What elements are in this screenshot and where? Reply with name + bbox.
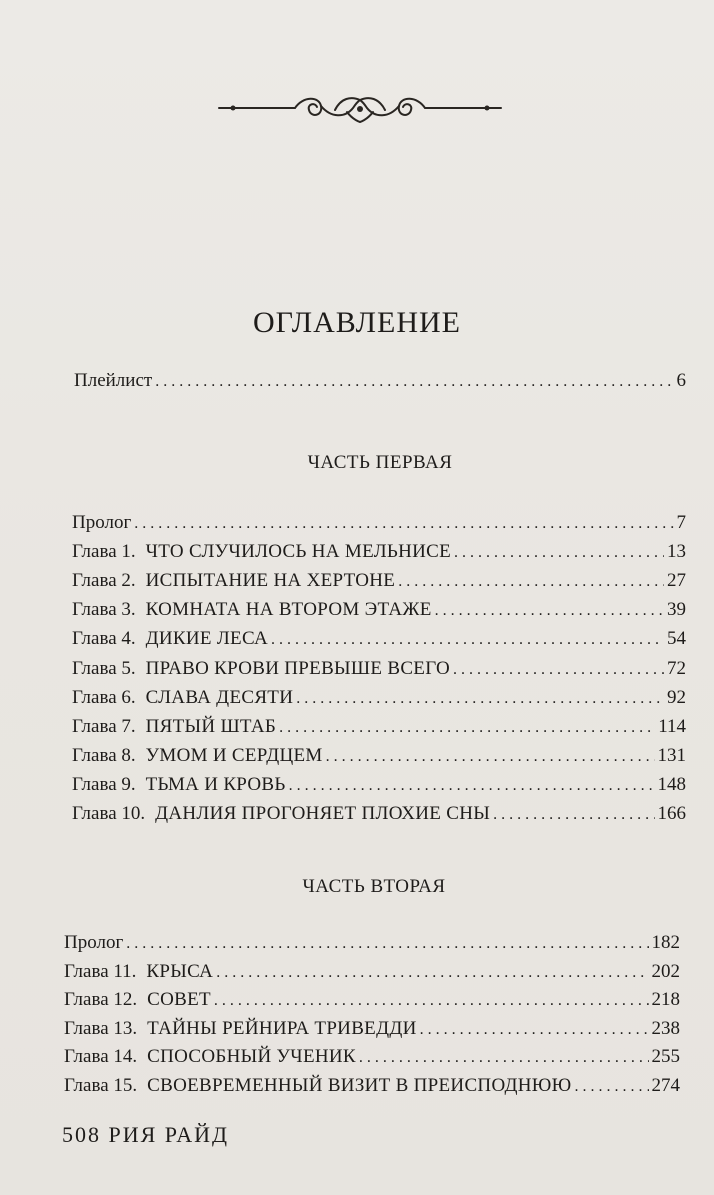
toc-leader-dots bbox=[454, 544, 664, 562]
toc-entry-title: ТЬМА И КРОВЬ bbox=[145, 773, 286, 795]
toc-entry bbox=[72, 512, 686, 536]
toc-entry-chapter: Глава 5. bbox=[72, 657, 136, 679]
toc-entry bbox=[64, 989, 680, 1013]
toc-entry-title: СПОСОБНЫЙ УЧЕНИК bbox=[147, 1046, 356, 1067]
toc-entry-title: КРЫСА bbox=[146, 960, 214, 982]
toc-leader-dots bbox=[296, 690, 664, 708]
toc-entry bbox=[64, 961, 680, 985]
toc-entry-page: 54 bbox=[667, 628, 686, 650]
toc-entry-chapter: Глава 8. bbox=[72, 744, 136, 766]
toc-leader-dots bbox=[155, 373, 673, 391]
toc-entry-title: ПЯТЫЙ ШТАБ bbox=[145, 715, 277, 737]
toc-entry-label: Плейлист bbox=[74, 370, 153, 391]
toc-leader-dots bbox=[398, 573, 664, 591]
toc-entry-page: 72 bbox=[667, 657, 686, 679]
toc-entry-title: ПРАВО КРОВИ ПРЕВЫШЕ ВСЕГО bbox=[145, 657, 451, 679]
toc-entry bbox=[64, 1018, 680, 1042]
toc-entry-page: 114 bbox=[658, 715, 686, 737]
toc-entry bbox=[64, 932, 680, 956]
toc-entry-chapter: Глава 1. bbox=[72, 541, 136, 563]
toc-entry-playlist bbox=[74, 370, 686, 394]
toc-entry-title: ТАЙНЫ РЕЙНИРА ТРИВЕДДИ bbox=[147, 1017, 417, 1039]
toc-entry-chapter: Глава 13. bbox=[64, 1017, 138, 1039]
part-one-heading: ЧАСТЬ ПЕРВАЯ bbox=[307, 452, 453, 473]
toc-entry-chapter: Глава 10. bbox=[72, 803, 146, 824]
ornament-flourish-icon bbox=[215, 88, 505, 128]
toc-entry-chapter: Пролог bbox=[72, 512, 132, 533]
toc-entry-page: 39 bbox=[667, 599, 686, 621]
toc-entry-page: 7 bbox=[676, 512, 686, 533]
part-two-heading: ЧАСТЬ ВТОРАЯ bbox=[302, 876, 446, 897]
toc-entry-page: 13 bbox=[667, 541, 686, 563]
toc-entry-title: ДИКИЕ ЛЕСА bbox=[145, 628, 268, 650]
toc-entry-page: 27 bbox=[667, 570, 686, 592]
toc-entry-title: СВОЕВРЕМЕННЫЙ ВИЗИТ В ПРЕИСПОДНЮЮ bbox=[147, 1074, 572, 1096]
page-title: ОГЛАВЛЕНИЕ bbox=[253, 306, 461, 339]
toc-leader-dots bbox=[574, 1078, 648, 1096]
toc-leader-dots bbox=[420, 1021, 649, 1039]
toc-entry-chapter: Глава 2. bbox=[72, 570, 136, 592]
toc-entry-title: УМОМ И СЕРДЦЕМ bbox=[145, 744, 323, 766]
toc-entry bbox=[72, 803, 686, 827]
toc-entry-chapter: Пролог bbox=[64, 932, 124, 953]
toc-entry-chapter: Глава 11. bbox=[64, 960, 137, 982]
toc-entry bbox=[72, 541, 686, 565]
toc-entry bbox=[64, 1075, 680, 1099]
toc-entry-page: 166 bbox=[657, 803, 686, 824]
toc-entry-page: 255 bbox=[651, 1046, 680, 1067]
toc-leader-dots bbox=[435, 602, 664, 620]
toc-leader-dots bbox=[214, 992, 649, 1010]
toc-entry-title: ЧТО СЛУЧИЛОСЬ НА МЕЛЬНИСЕ bbox=[145, 541, 452, 563]
toc-leader-dots bbox=[289, 777, 655, 795]
toc-entry-page: 218 bbox=[651, 989, 680, 1010]
toc-entry-chapter: Глава 12. bbox=[64, 989, 138, 1010]
toc-entry-chapter: Глава 3. bbox=[72, 599, 136, 621]
toc-entry-chapter: Глава 14. bbox=[64, 1046, 138, 1067]
toc-entry bbox=[72, 745, 686, 769]
page-footer bbox=[62, 1122, 229, 1148]
toc-leader-dots bbox=[453, 661, 664, 679]
toc-leader-dots bbox=[216, 964, 648, 982]
toc-leader-dots bbox=[271, 631, 664, 649]
toc-leader-dots bbox=[493, 806, 654, 824]
toc-entry-page: 148 bbox=[657, 773, 686, 795]
toc-entry-page: 131 bbox=[657, 744, 686, 766]
toc-entry bbox=[72, 687, 686, 711]
toc-entry bbox=[72, 658, 686, 682]
toc-entry bbox=[64, 1046, 680, 1070]
toc-entry-page: 92 bbox=[667, 686, 686, 708]
toc-entry-page: 6 bbox=[676, 370, 686, 391]
toc-entry-title: ИСПЫТАНИЕ НА ХЕРТОНЕ bbox=[145, 570, 396, 592]
toc-entry-chapter: Глава 9. bbox=[72, 773, 136, 795]
toc-entry bbox=[72, 570, 686, 594]
toc-leader-dots bbox=[359, 1049, 649, 1067]
footer-author: РИЯ РАЙД bbox=[108, 1122, 229, 1147]
toc-leader-dots bbox=[134, 515, 673, 533]
toc-entry bbox=[72, 599, 686, 623]
footer-page-number: 508 bbox=[62, 1122, 101, 1147]
toc-entry-chapter: Глава 4. bbox=[72, 628, 136, 650]
toc-entry-title: СОВЕТ bbox=[147, 989, 211, 1010]
toc-entry bbox=[72, 774, 686, 798]
toc-leader-dots bbox=[126, 935, 648, 953]
toc-entry-page: 182 bbox=[651, 932, 680, 953]
toc-entry-page: 274 bbox=[651, 1074, 680, 1096]
toc-entry-chapter: Глава 6. bbox=[72, 686, 136, 708]
toc-entry bbox=[72, 716, 686, 740]
toc-leader-dots bbox=[279, 719, 655, 737]
toc-entry-chapter: Глава 15. bbox=[64, 1074, 138, 1096]
toc-entry-page: 202 bbox=[651, 960, 680, 982]
toc-entry-title: КОМНАТА НА ВТОРОМ ЭТАЖЕ bbox=[145, 599, 432, 621]
toc-entry-chapter: Глава 7. bbox=[72, 715, 136, 737]
toc-leader-dots bbox=[326, 748, 655, 766]
toc-entry-title: ДАНЛИЯ ПРОГОНЯЕТ ПЛОХИЕ СНЫ bbox=[155, 803, 491, 824]
toc-entry bbox=[72, 628, 686, 652]
toc-entry-page: 238 bbox=[651, 1017, 680, 1039]
toc-entry-title: СЛАВА ДЕСЯТИ bbox=[145, 686, 294, 708]
